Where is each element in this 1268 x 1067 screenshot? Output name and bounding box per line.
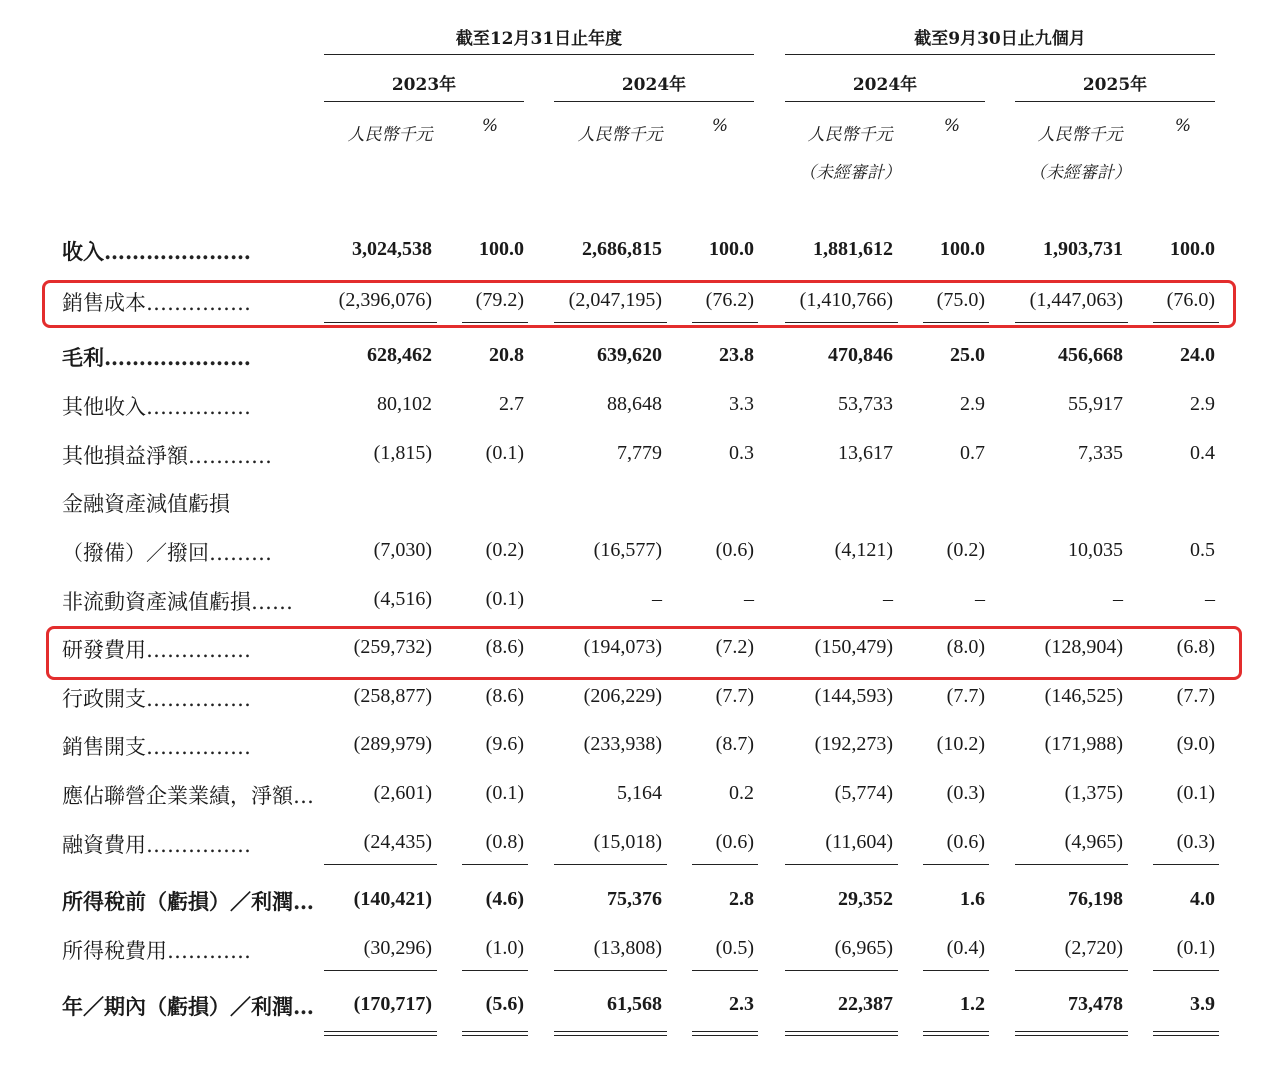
dot-leader: …………… [146, 291, 251, 315]
percent-cell: 20.8 [489, 344, 524, 366]
percent-cell: 100.0 [479, 238, 524, 260]
dot-leader: … [293, 994, 314, 1019]
dot-leader: …… [251, 590, 293, 614]
row-label-text: 融資費用 [62, 833, 146, 857]
unit-header-rmb-unaudited [790, 116, 910, 192]
percent-cell: (9.0) [1176, 733, 1215, 755]
subtotal-underline [1153, 970, 1219, 971]
row-label-text: 毛利 [62, 345, 104, 370]
amount-cell: (11,604) [825, 831, 893, 853]
dot-leader: ………………… [104, 239, 251, 264]
row-label [62, 488, 230, 518]
amount-cell: (192,273) [814, 733, 893, 755]
amount-cell: 22,387 [838, 993, 893, 1015]
amount-cell: – [883, 588, 893, 610]
amount-cell: – [652, 588, 662, 610]
percent-cell: (7.7) [1176, 685, 1215, 707]
percent-cell: 100.0 [940, 238, 985, 260]
percent-cell: (7.7) [715, 685, 754, 707]
amount-cell: (2,720) [1064, 937, 1123, 959]
subtotal-underline [923, 864, 989, 865]
amount-cell: (144,593) [814, 685, 893, 707]
percent-cell: (0.1) [485, 442, 524, 464]
percent-cell: 2.9 [960, 393, 985, 415]
amount-cell: (4,516) [373, 588, 432, 610]
year-underline [554, 101, 754, 102]
row-label-text: 銷售開支 [62, 735, 146, 759]
amount-cell: (206,229) [583, 685, 662, 707]
dot-leader: …………… [146, 833, 251, 857]
subtotal-underline [923, 970, 989, 971]
total-double-underline [324, 1031, 437, 1036]
percent-cell: (0.1) [1176, 782, 1215, 804]
dot-leader: … [293, 784, 314, 808]
percent-cell: (0.5) [715, 937, 754, 959]
subtotal-underline [785, 864, 898, 865]
subtotal-underline [324, 970, 437, 971]
row-label-text: 金融資產減值虧損 [62, 492, 230, 516]
period-header-full-year: 截至12月31日止年度 [455, 29, 623, 49]
total-double-underline [923, 1031, 989, 1036]
amount-cell: 13,617 [838, 442, 893, 464]
percent-cell: (75.0) [936, 289, 985, 311]
year-header-2023: 2023年 [391, 75, 457, 95]
amount-cell: 1,903,731 [1043, 238, 1123, 260]
amount-cell: (194,073) [583, 636, 662, 658]
amount-cell: (2,601) [373, 782, 432, 804]
row-label-text: 銷售成本 [62, 291, 146, 315]
subtotal-underline [462, 970, 528, 971]
percent-cell: (9.6) [485, 733, 524, 755]
percent-cell: (0.1) [1176, 937, 1215, 959]
percent-cell: 0.7 [960, 442, 985, 464]
percent-cell: (4.6) [485, 888, 524, 910]
unit-header-percent: % [1174, 116, 1192, 136]
percent-cell: (0.1) [485, 782, 524, 804]
percent-cell: – [975, 588, 985, 610]
amount-cell: (1,447,063) [1029, 289, 1123, 311]
unit-header-percent: % [711, 116, 729, 136]
amount-cell: 55,917 [1068, 393, 1123, 415]
amount-cell: (4,965) [1064, 831, 1123, 853]
amount-cell: 456,668 [1058, 344, 1123, 366]
percent-cell: (10.2) [936, 733, 985, 755]
amount-cell: (2,396,076) [338, 289, 432, 311]
amount-cell: 73,478 [1068, 993, 1123, 1015]
percent-cell: (0.6) [715, 539, 754, 561]
row-label [62, 342, 251, 372]
percent-cell: 100.0 [709, 238, 754, 260]
percent-cell: (7.7) [946, 685, 985, 707]
amount-cell: (289,979) [353, 733, 432, 755]
amount-cell: 3,024,538 [352, 238, 432, 260]
row-label-text: 行政開支 [62, 687, 146, 711]
amount-cell: (150,479) [814, 636, 893, 658]
row-label [62, 731, 251, 761]
subtotal-underline [1015, 970, 1128, 971]
amount-cell: (1,410,766) [799, 289, 893, 311]
subtotal-underline [1153, 864, 1219, 865]
amount-cell: 7,335 [1078, 442, 1123, 464]
total-double-underline [462, 1031, 528, 1036]
dot-leader: …………… [146, 687, 251, 711]
percent-cell: (7.2) [715, 636, 754, 658]
percent-cell: 3.9 [1190, 993, 1215, 1015]
year-header-2024: 2024年 [621, 75, 687, 95]
year-underline [785, 101, 985, 102]
unit-header-percent: % [943, 116, 961, 136]
amount-cell: (171,988) [1044, 733, 1123, 755]
unit-rmb-text: 人民幣千元 [1037, 125, 1123, 145]
percent-cell: (79.2) [475, 289, 524, 311]
amount-cell: (259,732) [353, 636, 432, 658]
amount-cell: (233,938) [583, 733, 662, 755]
amount-cell: (16,577) [593, 539, 662, 561]
percent-cell: (0.6) [715, 831, 754, 853]
percent-cell: 100.0 [1170, 238, 1215, 260]
amount-cell: (15,018) [593, 831, 662, 853]
row-label [62, 440, 272, 470]
highlight-box-rd-expenses [46, 626, 1242, 680]
period-underline-full-year [324, 54, 754, 55]
total-double-underline [1015, 1031, 1128, 1036]
percent-cell: 25.0 [950, 344, 985, 366]
year-underline [1015, 101, 1215, 102]
subtotal-underline [324, 864, 437, 865]
subtotal-underline [554, 970, 667, 971]
row-label-text: 研發費用 [62, 638, 146, 662]
percent-cell: (0.8) [485, 831, 524, 853]
dot-leader: ………… [188, 444, 272, 468]
dot-leader: … [293, 889, 314, 914]
percent-cell: – [1205, 588, 1215, 610]
amount-cell: 29,352 [838, 888, 893, 910]
percent-cell: (0.2) [485, 539, 524, 561]
percent-cell: (0.4) [946, 937, 985, 959]
amount-cell: 5,164 [617, 782, 662, 804]
amount-cell: (1,375) [1064, 782, 1123, 804]
unit-header-rmb-unaudited [1020, 116, 1140, 192]
amount-cell: 75,376 [607, 888, 662, 910]
amount-cell: 470,846 [828, 344, 893, 366]
dot-leader: ………………… [104, 345, 251, 370]
amount-cell: (7,030) [373, 539, 432, 561]
subtotal-underline [1015, 864, 1128, 865]
row-label-text: 應佔聯營企業業績，淨額 [62, 784, 293, 808]
dot-leader: …………… [146, 395, 251, 419]
percent-cell: (0.1) [485, 588, 524, 610]
percent-cell: (8.6) [485, 636, 524, 658]
percent-cell: 1.2 [960, 993, 985, 1015]
row-label-text: 所得稅前（虧損）／利潤 [62, 889, 293, 914]
dot-leader: …………… [146, 638, 251, 662]
amount-cell: (4,121) [834, 539, 893, 561]
amount-cell: 61,568 [607, 993, 662, 1015]
unaudited-note: （未經審計） [1029, 163, 1131, 183]
percent-cell: (6.8) [1176, 636, 1215, 658]
amount-cell: (1,815) [373, 442, 432, 464]
row-label [62, 391, 251, 421]
percent-cell: (1.0) [485, 937, 524, 959]
amount-cell: (6,965) [834, 937, 893, 959]
amount-cell: 628,462 [367, 344, 432, 366]
percent-cell: (0.3) [946, 782, 985, 804]
row-label [62, 991, 314, 1021]
row-label [62, 780, 314, 810]
unit-header-rmb: 人民幣千元 [347, 125, 433, 145]
unit-header-percent: % [481, 116, 499, 136]
dot-leader: ………… [167, 939, 251, 963]
subtotal-underline [462, 864, 528, 865]
row-label [62, 586, 293, 616]
percent-cell: 2.9 [1190, 393, 1215, 415]
percent-cell: 2.7 [499, 393, 524, 415]
year-underline [324, 101, 524, 102]
dot-leader: …………… [146, 735, 251, 759]
percent-cell: 2.8 [729, 888, 754, 910]
total-double-underline [692, 1031, 758, 1036]
dot-leader: ……… [209, 541, 272, 565]
amount-cell: 88,648 [607, 393, 662, 415]
percent-cell: (0.3) [1176, 831, 1215, 853]
percent-cell: – [744, 588, 754, 610]
amount-cell: 76,198 [1068, 888, 1123, 910]
percent-cell: (0.6) [946, 831, 985, 853]
amount-cell: (140,421) [353, 888, 432, 910]
percent-cell: (5.6) [485, 993, 524, 1015]
subtotal-underline [554, 864, 667, 865]
row-label [62, 683, 251, 713]
percent-cell: 0.3 [729, 442, 754, 464]
percent-cell: 23.8 [719, 344, 754, 366]
unit-rmb-text: 人民幣千元 [807, 125, 893, 145]
amount-cell: (170,717) [353, 993, 432, 1015]
percent-cell: (0.2) [946, 539, 985, 561]
row-label [62, 935, 251, 965]
percent-cell: 0.4 [1190, 442, 1215, 464]
percent-cell: 4.0 [1190, 888, 1215, 910]
amount-cell: 2,686,815 [582, 238, 662, 260]
total-double-underline [554, 1031, 667, 1036]
percent-cell: (76.0) [1166, 289, 1215, 311]
amount-cell: – [1113, 588, 1123, 610]
amount-cell: 7,779 [617, 442, 662, 464]
percent-cell: 2.3 [729, 993, 754, 1015]
percent-cell: 0.5 [1190, 539, 1215, 561]
year-header-2025-nine-months: 2025年 [1082, 75, 1148, 95]
subtotal-underline [785, 970, 898, 971]
year-header-2024-nine-months: 2024年 [852, 75, 918, 95]
total-double-underline [1153, 1031, 1219, 1036]
amount-cell: (24,435) [363, 831, 432, 853]
amount-cell: (13,808) [593, 937, 662, 959]
percent-cell: 1.6 [960, 888, 985, 910]
highlight-box-cost-of-sales [42, 280, 1236, 328]
amount-cell: 1,881,612 [813, 238, 893, 260]
row-label [62, 829, 251, 859]
amount-cell: 10,035 [1068, 539, 1123, 561]
amount-cell: (2,047,195) [568, 289, 662, 311]
amount-cell: (146,525) [1044, 685, 1123, 707]
amount-cell: 53,733 [838, 393, 893, 415]
subtotal-underline [692, 970, 758, 971]
period-underline-nine-months [785, 54, 1215, 55]
percent-cell: (8.6) [485, 685, 524, 707]
percent-cell: 24.0 [1180, 344, 1215, 366]
amount-cell: (128,904) [1044, 636, 1123, 658]
percent-cell: 0.2 [729, 782, 754, 804]
percent-cell: 3.3 [729, 393, 754, 415]
subtotal-underline [692, 864, 758, 865]
percent-cell: (76.2) [705, 289, 754, 311]
row-label-text: 收入 [62, 239, 104, 264]
total-double-underline [785, 1031, 898, 1036]
amount-cell: (30,296) [363, 937, 432, 959]
amount-cell: 639,620 [597, 344, 662, 366]
amount-cell: 80,102 [377, 393, 432, 415]
unaudited-note: （未經審計） [799, 163, 901, 183]
row-label [62, 886, 314, 916]
row-label-text: 所得稅費用 [62, 939, 167, 963]
row-label [62, 537, 272, 567]
row-label-text: 其他收入 [62, 395, 146, 419]
amount-cell: (5,774) [834, 782, 893, 804]
unit-header-rmb: 人民幣千元 [577, 125, 663, 145]
period-header-nine-months: 截至9月30日止九個月 [914, 29, 1086, 49]
row-label-text: 年／期內（虧損）／利潤 [62, 994, 293, 1019]
percent-cell: (8.0) [946, 636, 985, 658]
row-label-text: 非流動資產減值虧損 [62, 590, 251, 614]
row-label [62, 236, 251, 266]
amount-cell: (258,877) [353, 685, 432, 707]
row-label-text: （撥備）／撥回 [62, 541, 209, 565]
percent-cell: (8.7) [715, 733, 754, 755]
row-label-text: 其他損益淨額 [62, 444, 188, 468]
